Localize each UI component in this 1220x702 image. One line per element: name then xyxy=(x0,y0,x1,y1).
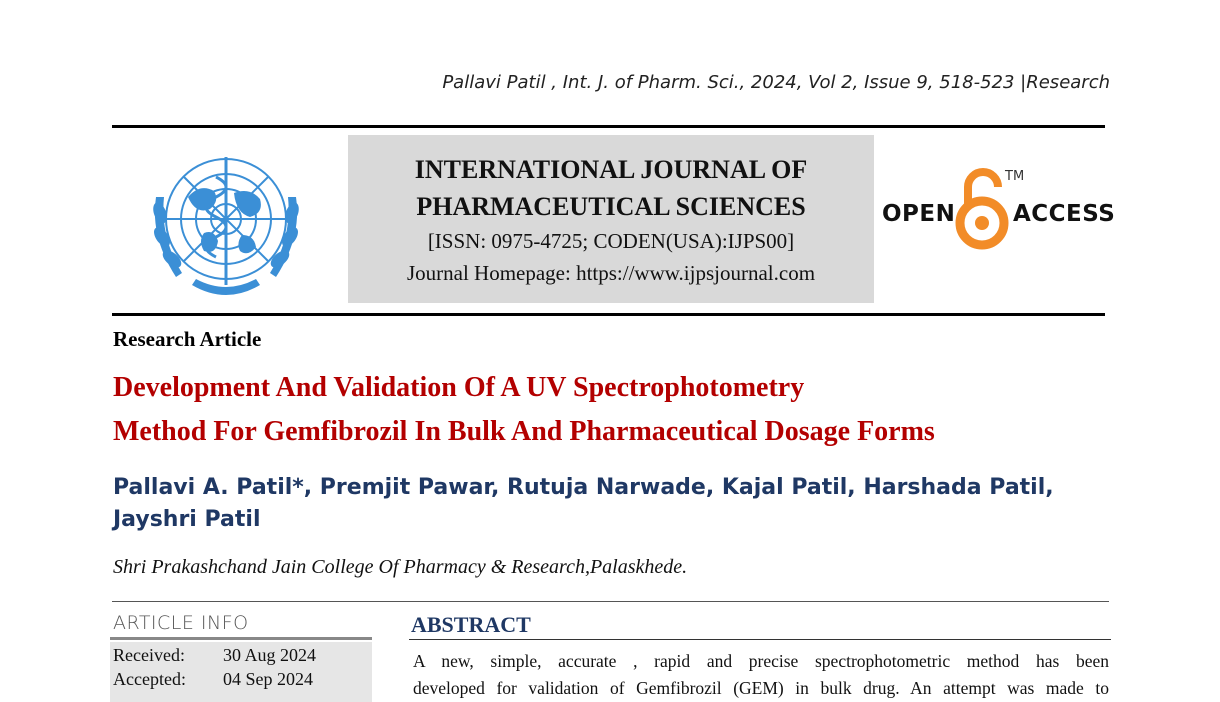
journal-masthead xyxy=(348,135,874,303)
accepted-date: 04 Sep 2024 xyxy=(223,669,313,689)
paper-title-line1: Development And Validation Of A UV Spectrophotometry xyxy=(113,372,805,403)
running-head: Pallavi Patil , Int. J. of Pharm. Sci., 2024, Vol 2, Issue 9, 518-523 |Research xyxy=(442,72,1110,93)
author-list xyxy=(113,472,1073,536)
open-lock-icon xyxy=(954,165,1012,251)
received-date: 30 Aug 2024 xyxy=(223,645,317,665)
accepted-label: Accepted: xyxy=(113,669,186,689)
journal-title-line1: INTERNATIONAL JOURNAL OF xyxy=(414,155,808,184)
received-label: Received: xyxy=(113,645,185,665)
open-word: OPEN xyxy=(882,201,956,227)
abstract-rule xyxy=(409,639,1111,640)
journal-title-line2: PHARMACEUTICAL SCIENCES xyxy=(416,192,806,221)
masthead-top-rule xyxy=(112,125,1105,128)
authors-line2: Jayshri Patil xyxy=(113,507,261,532)
paper-title-line2: Method For Gemfibrozil In Bulk And Pharmaceutical Dosage Forms xyxy=(113,416,935,447)
open-access-logo xyxy=(880,165,1116,255)
article-type: Research Article xyxy=(113,327,262,351)
received-row xyxy=(113,645,316,666)
abstract-line2: developed for validation of Gemfibrozil (GEM) in bulk drug. An attempt was made to xyxy=(413,678,1109,698)
accepted-row xyxy=(113,669,313,690)
affiliation: Shri Prakashchand Jain College Of Pharmacy & Research,Palaskhede. xyxy=(113,556,688,578)
authors-line1: Pallavi A. Patil*, Premjit Pawar, Rutuja Narwade, Kajal Patil, Harshada Patil, xyxy=(113,475,1054,500)
section-divider xyxy=(112,601,1109,602)
article-info-heading: ARTICLE INFO xyxy=(113,612,249,634)
journal-homepage-link[interactable]: Journal Homepage: https://www.ijpsjournal.com xyxy=(406,261,816,285)
masthead-bottom-rule xyxy=(112,313,1105,316)
abstract-heading: ABSTRACT xyxy=(411,612,531,637)
globe-emblem-icon xyxy=(126,137,326,307)
paper-title xyxy=(113,366,1113,454)
abstract-text xyxy=(413,648,1109,702)
abstract-line1: A new, simple, accurate , rapid and precise spectrophotometric method has been xyxy=(413,651,1109,671)
article-info-rule xyxy=(110,637,372,640)
access-word: ACCESS xyxy=(1013,201,1116,227)
journal-issn: [ISSN: 0975-4725; CODEN(USA):IJPS00] xyxy=(427,229,795,253)
trademark-mark: TM xyxy=(1005,169,1025,184)
